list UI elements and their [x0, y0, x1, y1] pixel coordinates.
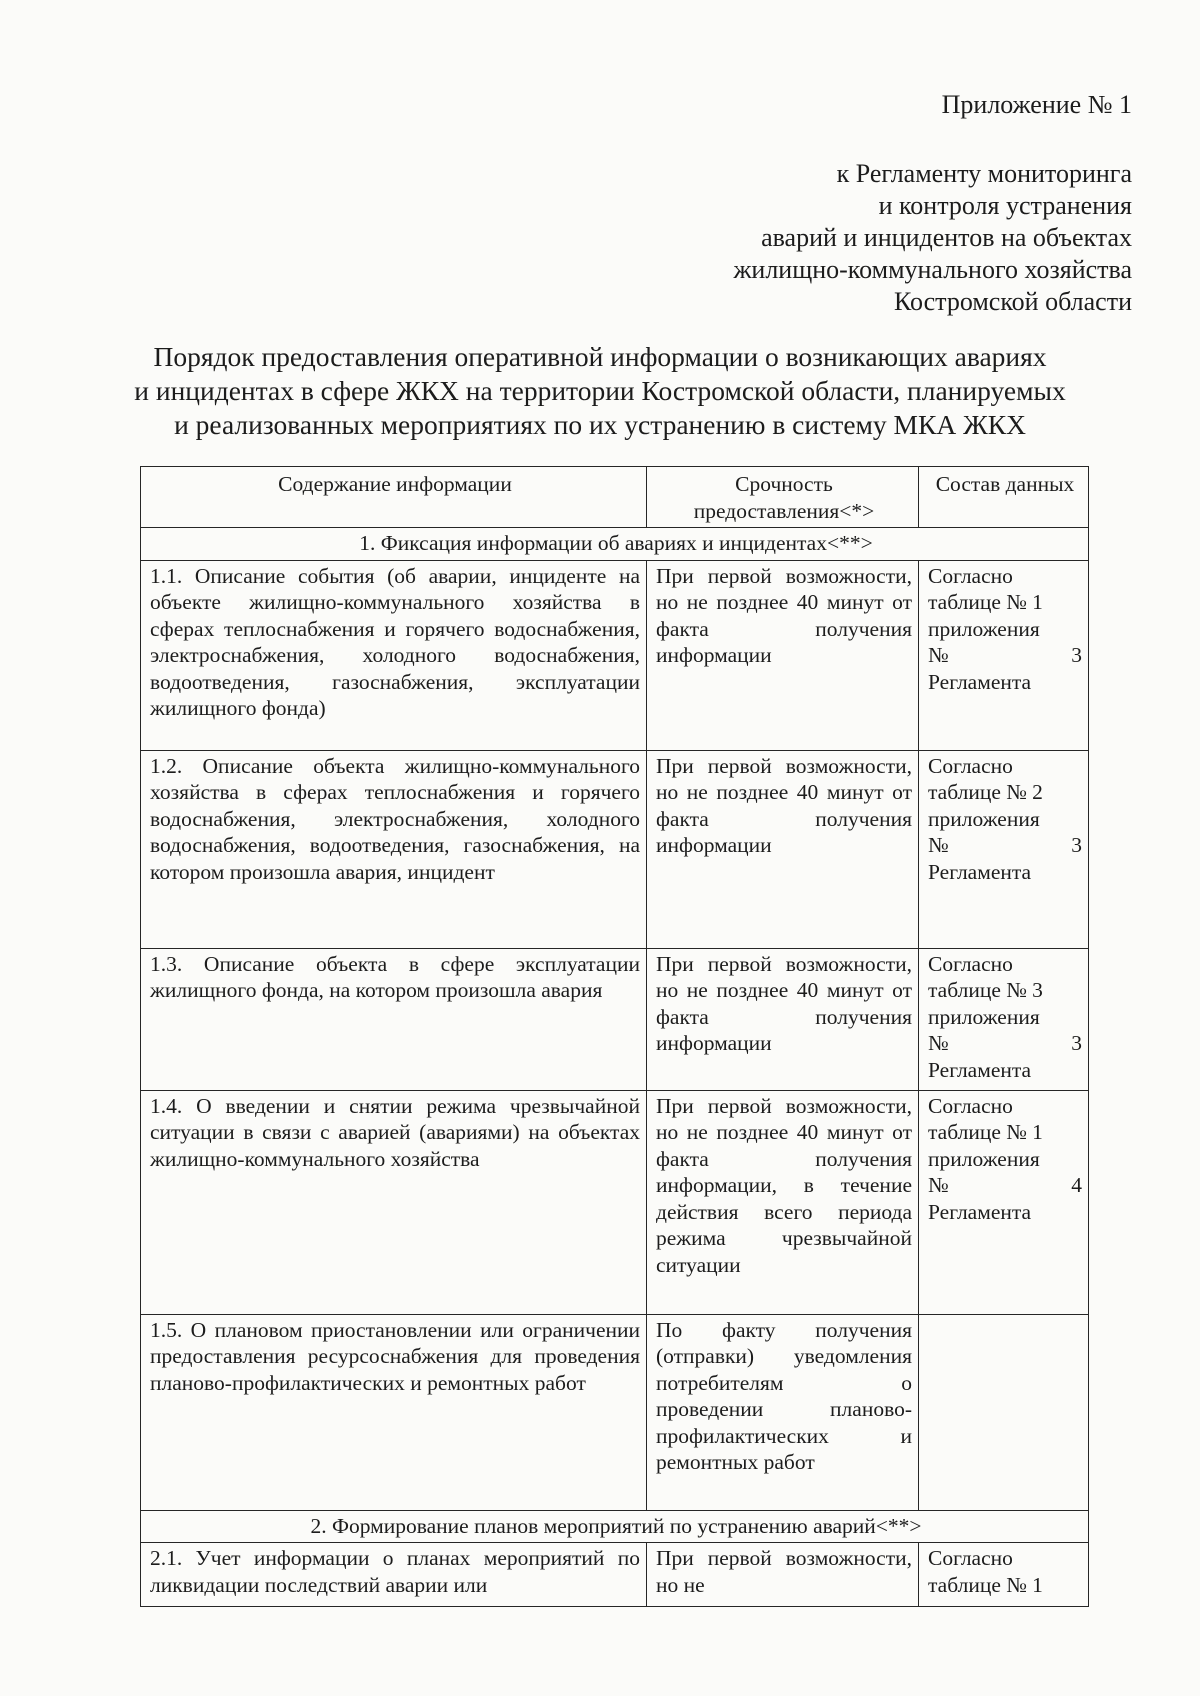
section-row: [141, 528, 1089, 561]
row-data: [919, 1090, 1089, 1314]
number-sign: №: [928, 1031, 949, 1055]
row-data: [919, 1314, 1089, 1510]
row-data-text: Согласно таблице № 2 приложения: [928, 753, 1043, 831]
row-content: 1.4. О введении и снятии режима чрезвычайной ситуации в связи с аварией (авариями) на объектах жилищно-коммунального хозяйства: [141, 1090, 647, 1314]
row-data: Согласно таблице № 1: [919, 1543, 1089, 1607]
number-sign: №: [928, 833, 949, 857]
row-data-number: [928, 832, 1082, 859]
table-row: [141, 1314, 1089, 1510]
table-header-row: [141, 467, 1089, 528]
row-data-text: Регламента: [928, 1057, 1032, 1082]
number-sign: №: [928, 1173, 949, 1197]
section-row: [141, 1510, 1089, 1543]
row-data-text: Согласно таблице № 1 приложения: [928, 563, 1043, 641]
row-data: [919, 750, 1089, 948]
row-term: При первой возможности, но не позднее 40 минут от факта получения информации, в течение действия всего периода режима чрезвычайной ситуации: [647, 1090, 919, 1314]
column-header-data: Состав данных: [919, 467, 1089, 528]
title-line: и инцидентах в сфере ЖКХ на территории Костромской области, планируемых: [134, 375, 1066, 406]
row-content: 1.2. Описание объекта жилищно-коммунального хозяйства в сферах теплоснабжения и горячего водоснабжения, электроснабжения, холодного водоснабжения, водоотведения, газоснабжения, на котором произошла авария, инцидент: [141, 750, 647, 948]
row-content: 2.1. Учет информации о планах мероприятий по ликвидации последствий аварии или: [141, 1543, 647, 1607]
appendix-number: 3: [1071, 643, 1082, 667]
table-row: [141, 750, 1089, 948]
row-data-text: Регламента: [928, 669, 1032, 694]
regulation-line: жилищно-коммунального хозяйства: [733, 255, 1132, 284]
row-term: При первой возможности, но не позднее 40 минут от факта получения информации: [647, 560, 919, 750]
row-data: [919, 948, 1089, 1090]
document-title: [0, 340, 1200, 442]
table-row: [141, 948, 1089, 1090]
row-content: 1.3. Описание объекта в сфере эксплуатации жилищного фонда, на котором произошла авария: [141, 948, 647, 1090]
regulation-line: к Регламенту мониторинга: [836, 159, 1132, 188]
information-table: [140, 466, 1089, 1607]
row-term: При первой возможности, но не позднее 40 минут от факта получения информации: [647, 948, 919, 1090]
row-content: 1.1. Описание события (об аварии, инциденте на объекте жилищно-коммунального хозяйства в сферах теплоснабжения и горячего водоснабжения, электроснабжения, холодного водоснабжения, водоотведения, газоснабжения, эксплуатации жилищного фонда): [141, 560, 647, 750]
row-data-text: Регламента: [928, 859, 1032, 884]
table-row: [141, 1543, 1089, 1607]
row-data-text: Согласно таблице № 1 приложения: [928, 1093, 1043, 1171]
row-data-number: [928, 642, 1082, 669]
section-title: 1. Фиксация информации об авариях и инцидентах<**>: [141, 528, 1089, 561]
regulation-reference: [733, 158, 1132, 318]
row-term: По факту получения (отправки) уведомления потребителям о проведении планово-профилактических и ремонтных работ: [647, 1314, 919, 1510]
section-title: 2. Формирование планов мероприятий по устранению аварий<**>: [141, 1510, 1089, 1543]
row-data: [919, 560, 1089, 750]
regulation-line: аварий и инцидентов на объектах: [761, 223, 1132, 252]
appendix-label: Приложение № 1: [941, 90, 1132, 119]
appendix-number: 3: [1071, 833, 1082, 857]
column-header-term: Срочность предоставления<*>: [647, 467, 919, 528]
row-term: При первой возможности, но не: [647, 1543, 919, 1607]
number-sign: №: [928, 643, 949, 667]
row-data-text: Регламента: [928, 1199, 1032, 1224]
row-data-number: [928, 1030, 1082, 1057]
table-row: [141, 1090, 1089, 1314]
appendix-number: 4: [1071, 1173, 1082, 1197]
appendix-number: 3: [1071, 1031, 1082, 1055]
row-data-text: Согласно таблице № 3 приложения: [928, 951, 1043, 1029]
row-term: При первой возможности, но не позднее 40 минут от факта получения информации: [647, 750, 919, 948]
regulation-line: и контроля устранения: [878, 191, 1132, 220]
table-row: [141, 560, 1089, 750]
regulation-line: Костромской области: [893, 287, 1132, 316]
column-header-content: Содержание информации: [141, 467, 647, 528]
title-line: и реализованных мероприятиях по их устранению в систему МКА ЖКХ: [174, 409, 1026, 440]
title-line: Порядок предоставления оперативной информации о возникающих авариях: [153, 341, 1047, 372]
row-content: 1.5. О плановом приостановлении или ограничении предоставления ресурсоснабжения для проведения планово-профилактических и ремонтных работ: [141, 1314, 647, 1510]
row-data-number: [928, 1172, 1082, 1199]
